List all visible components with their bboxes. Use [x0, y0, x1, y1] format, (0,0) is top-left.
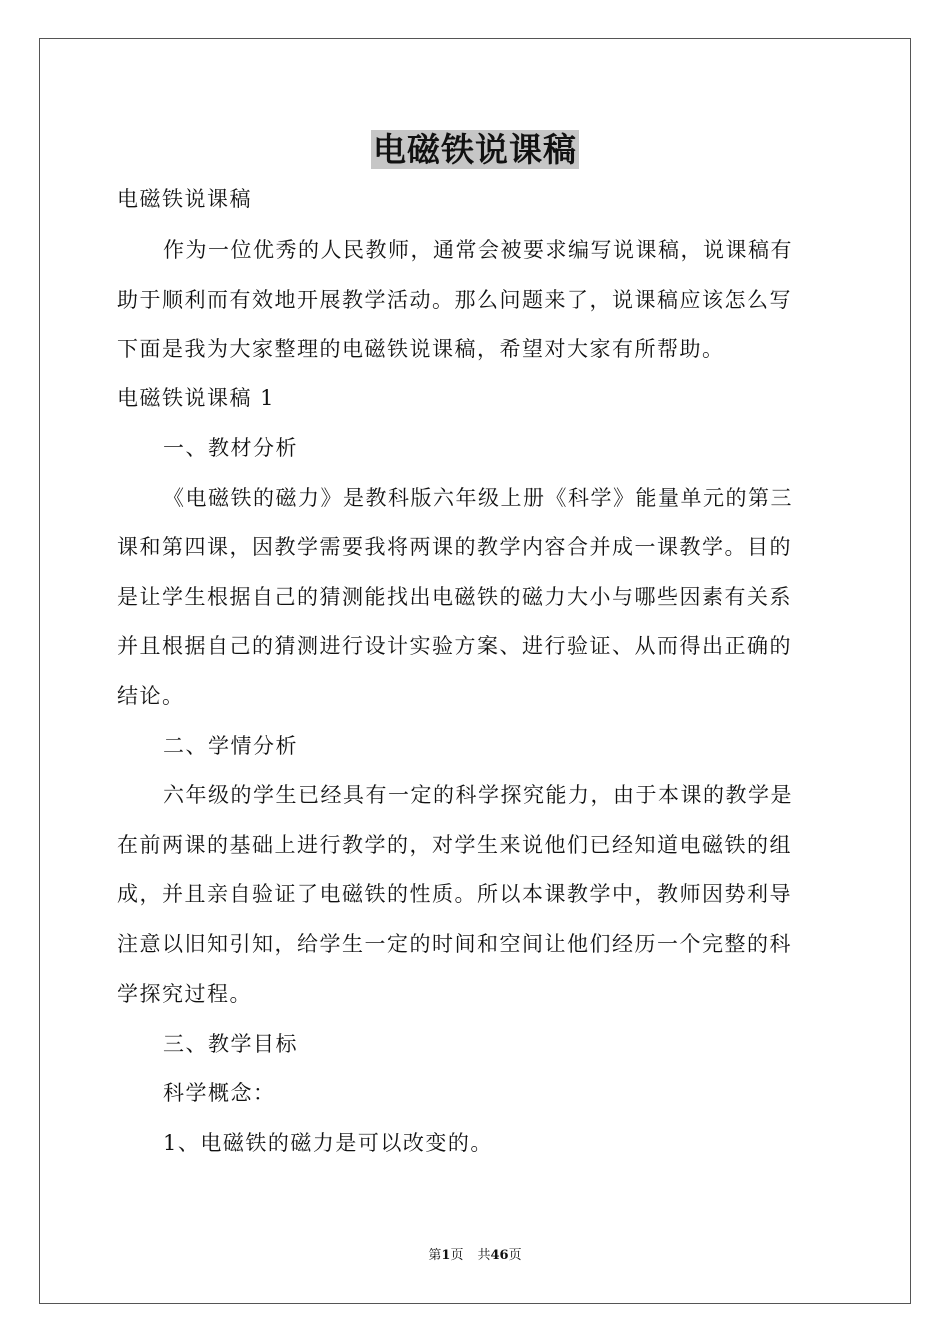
page-total: 46: [490, 1248, 509, 1263]
body-line: 六年级的学生已经具有一定的科学探究能力，由于本课的教学是: [163, 783, 793, 807]
total-suffix: 页: [508, 1248, 522, 1263]
page-footer: [0, 1247, 950, 1265]
document-title: [0, 128, 950, 172]
body-line: 结论。: [117, 684, 185, 708]
body-line: 注意以旧知引知，给学生一定的时间和空间让他们经历一个完整的科: [117, 932, 792, 956]
body-line: 课和第四课，因教学需要我将两课的教学内容合并成一课教学。目的: [117, 535, 792, 559]
page-suffix: 页: [450, 1248, 464, 1263]
body-line: 作为一位优秀的人民教师，通常会被要求编写说课稿，说课稿有: [163, 238, 793, 262]
body-line: 并且根据自己的猜测进行设计实验方案、进行验证、从而得出正确的: [117, 634, 792, 658]
body-line: 下面是我为大家整理的电磁铁说课稿，希望对大家有所帮助。: [117, 337, 725, 361]
section-heading-1: 电磁铁说课稿 1: [117, 386, 276, 410]
subsection-heading: 三、教学目标: [163, 1032, 298, 1056]
body-line: 科学概念：: [163, 1081, 276, 1105]
body-line: 学探究过程。: [117, 982, 252, 1006]
body-line: 在前两课的基础上进行教学的，对学生来说他们已经知道电磁铁的组: [117, 833, 792, 857]
body-line: 《电磁铁的磁力》是教科版六年级上册《科学》能量单元的第三: [163, 486, 793, 510]
page-border: [39, 38, 911, 1304]
body-line: 是让学生根据自己的猜测能找出电磁铁的磁力大小与哪些因素有关系: [117, 585, 792, 609]
body-line: 成，并且亲自验证了电磁铁的性质。所以本课教学中，教师因势利导: [117, 882, 792, 906]
page-prefix: 第: [428, 1248, 442, 1263]
document-title-text: 电磁铁说课稿: [373, 130, 577, 169]
body-line: 助于顺利而有效地开展教学活动。那么问题来了，说课稿应该怎么写: [117, 288, 792, 312]
body-line: 1、电磁铁的磁力是可以改变的。: [163, 1131, 493, 1155]
body-line-subtitle: 电磁铁说课稿: [117, 187, 252, 211]
page-current: 1: [441, 1248, 451, 1263]
total-prefix: 共: [477, 1248, 491, 1263]
subsection-heading: 二、学情分析: [163, 734, 298, 758]
subsection-heading: 一、教材分析: [163, 436, 298, 460]
